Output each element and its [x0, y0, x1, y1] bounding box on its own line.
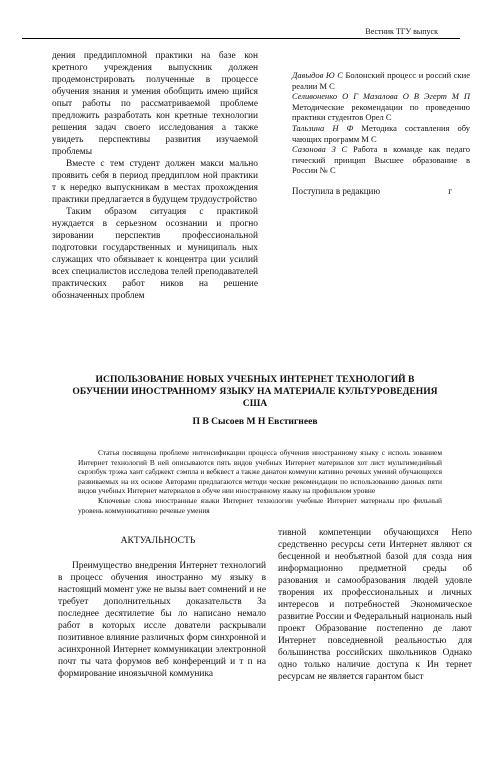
abstract — [78, 448, 442, 515]
paragraph: Вместе с тем студент должен макси мально проявить себя в период преддиплом ной практики т к нередко выпускникам в местах прохождения практики предлагается в будущем трудоустройство — [52, 159, 258, 205]
paragraph: дения преддипломной практики на базе кон кретного учреждения выпускник должен продемонстрировать полученные в процессе обучения знания и умения обобщить имею щийся опыт работы по рассматриваемой проблеме предложить разработать кон кретные технологии решения задач своего исследования а также увидеть перспективы развития изучаемой проблемы — [52, 51, 258, 157]
paragraph: Преимущество внедрения Интернет технологий в процесс обучения иностранно му языку в настоящий момент уже не вызы вает сомнений и не требует дополнительных доказательств За последнее десятилетие бы ло написано немало работ в которых иссле дователи раскрывали позитивное влияние различных форм синхронной и асинхронной Интернет коммуникации электронной почт ты чата форумов веб конференций и т п на формирование иноязычной коммуника — [58, 561, 266, 679]
reference-text: Методические рекомендации по проведению практики студентов Орел С — [292, 101, 470, 123]
reference-authors: Сазонова З С — [292, 144, 348, 155]
body-column-right — [278, 527, 472, 683]
reference-item — [292, 70, 470, 91]
abstract-text: Статья посвящена проблеме интенсификации процесса обучения иностранному языку с исполь зованием Интернет технологий В ней описываются пять видов учебных Интернет материалов хот лист мультимедийный скрэпбук трэжа хант сабджект сэмпла и вебквест а также данатон коммуни кативно речевых умений обучающихся развиваемых на их основе Авторами предлагаются методи ческие рекомендации по использованию данных пяти видов учебных Интернет материалов в обуче нии иностранному языку на профильном уровне — [78, 448, 442, 496]
reference-text: Болонский процесс и россий ские реалии М С — [292, 70, 470, 91]
reference-text: Работа в команде как педаго гический принцип Высшее образование в России № С — [292, 144, 471, 176]
article-title: ИСПОЛЬЗОВАНИЕ НОВЫХ УЧЕБНЫХ ИНТЕРНЕТ ТЕХНОЛОГИЙ В ОБУЧЕНИИ ИНОСТРАННОМУ ЯЗЫКУ НА МАТЕРИАЛЕ КУЛЬТУРОВЕДЕНИЯ США — [72, 374, 438, 409]
reference-text: Методика составления обу чающих программ М С — [292, 122, 470, 144]
header-rule — [22, 38, 460, 39]
received-label: Поступила в редакцию — [292, 185, 381, 196]
reference-authors: Тальзина Н Ф — [292, 122, 354, 133]
received-suffix: г — [448, 185, 452, 196]
reference-list — [292, 70, 470, 197]
paragraph: тивной компетенции обучающихся Непо средственно ресурсы сети Интернет являют ся бесценной и необъятной базой для создa ния информационно предметной среды об разования и самообразования людей удовле творения их профессиональных и личных интересов и потребностей Экономическое развитие России и Федеральный националь ный проект Образование постепенно де лают Интернет повседневной реальностью для большинства российских школьников Однако одно только наличие доступа к Ин тернет ресурсам не является гарантом быст — [278, 528, 472, 682]
paragraph: Таким образом ситуация с практикой нуждается в серьезном осознании и прогно зировании перспектив профессиональной подготовки государственных и муниципаль ных служащих что обязывает к концентра ции усилий всех специалистов исследова телей преподавателей практических работ ников на решение обозначенных проблем — [52, 207, 258, 301]
section-heading: АКТУАЛЬНОСТЬ — [120, 535, 196, 546]
article-authors: П В Сысоев М Н Евстигнеев — [192, 416, 318, 427]
body-column-left — [58, 560, 266, 680]
reference-authors: Давыдов Ю С — [292, 70, 343, 80]
previous-article-conclusion — [52, 50, 258, 302]
received-date — [292, 186, 470, 197]
running-head — [0, 0, 500, 40]
journal-name: Вестник ТГУ выпуск — [365, 27, 438, 36]
keywords: Ключевые слова иностранные языки Интернет технологии учебные Интернет материалы про фильный уровень коммуникативно речевые умения — [78, 495, 442, 515]
reference-item — [292, 91, 470, 123]
reference-item — [292, 123, 470, 144]
reference-item — [292, 144, 470, 176]
reference-authors: Селивоненко О Г Мазалова О В Эгерт М П — [292, 91, 470, 102]
